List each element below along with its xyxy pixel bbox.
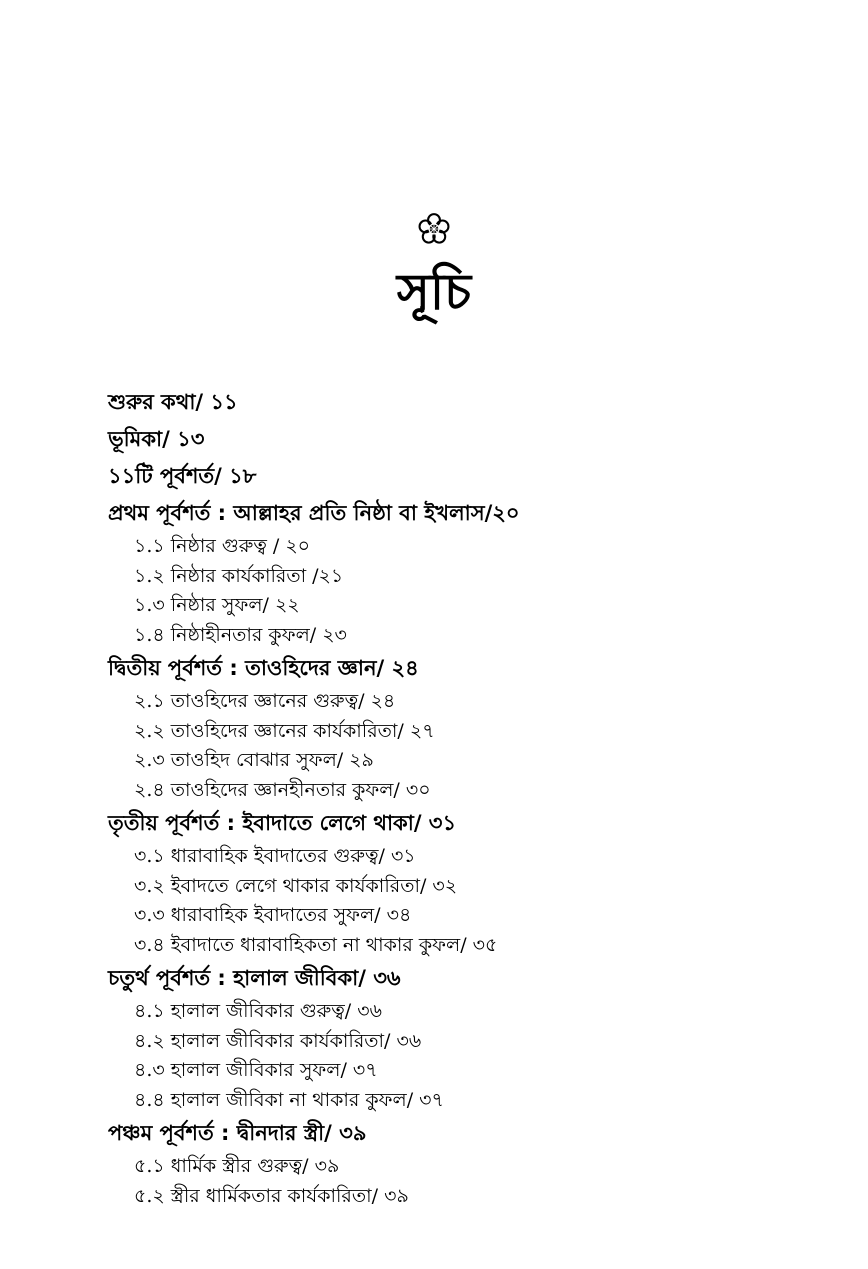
- toc-chapter-entry: পঞ্চম পূর্বশর্ত : দ্বীনদার স্ত্রী/ ৩৯: [108, 1121, 367, 1145]
- toc-section-entry: ২.১ তাওহিদের জ্ঞানের গুরুত্ব/ ২৪: [134, 690, 396, 712]
- toc-chapter-entry: দ্বিতীয় পূর্বশর্ত : তাওহিদের জ্ঞান/ ২৪: [108, 656, 419, 680]
- flower-icon: [417, 212, 451, 246]
- toc-section-entry: ৩.২ ইবাদতে লেগে থাকার কার্যকারিতা/ ৩২: [134, 874, 458, 897]
- toc-section-entry: ১.৪ নিষ্ঠাহীনতার কুফল/ ২৩: [134, 623, 347, 646]
- toc-chapter-entry: শুরুর কথা/ ১১: [108, 390, 238, 414]
- toc-section-entry: ২.৩ তাওহিদ বোঝার সুফল/ ২৯: [134, 749, 374, 771]
- toc-section-entry: ৪.১ হালাল জীবিকার গুরুত্ব/ ৩৬: [134, 1000, 382, 1022]
- toc-section-entry: ১.২ নিষ্ঠার কার্যকারিতা /২১: [134, 564, 344, 587]
- toc-section-entry: ২.৪ তাওহিদের জ্ঞানহীনতার কুফল/ ৩০: [134, 778, 431, 801]
- toc-chapter-entry: প্রথম পূর্বশর্ত : আল্লাহর প্রতি নিষ্ঠা বা ইখলাস/২০: [108, 501, 520, 525]
- toc-section-entry: ৪.২ হালাল জীবিকার কার্যকারিতা/ ৩৬: [134, 1029, 422, 1052]
- toc-section-entry: ৪.৩ হালাল জীবিকার সুফল/ ৩৭: [134, 1059, 378, 1081]
- toc-section-entry: ২.২ তাওহিদের জ্ঞানের কার্যকারিতা/ ২৭: [134, 719, 435, 742]
- toc-section-entry: ৩.১ ধারাবাহিক ইবাদাতের গুরুত্ব/ ৩১: [134, 845, 416, 867]
- page-title: সূচি: [396, 263, 472, 321]
- toc-chapter-entry: চতুর্থ পূর্বশর্ত : হালাল জীবিকা/ ৩৬: [108, 966, 401, 990]
- toc-section-entry: ৫.২ স্ত্রীর ধার্মিকতার কার্যকারিতা/ ৩৯: [134, 1184, 409, 1207]
- toc-section-entry: ৩.৩ ধারাবাহিক ইবাদাতের সুফল/ ৩৪: [134, 904, 412, 926]
- toc-chapter-entry: ভূমিকা/ ১৩: [108, 427, 205, 451]
- toc-section-entry: ৩.৪ ইবাদাতে ধারাবাহিকতা না থাকার কুফল/ ৩৫: [134, 933, 498, 956]
- toc-chapter-entry: ১১টি পূর্বশর্ত/ ১৮: [108, 464, 257, 488]
- toc-section-entry: ১.৩ নিষ্ঠার সুফল/ ২২: [134, 594, 300, 616]
- toc-section-entry: ৫.১ ধার্মিক স্ত্রীর গুরুত্ব/ ৩৯: [134, 1155, 340, 1177]
- table-of-contents: [108, 384, 828, 1211]
- toc-section-entry: ৪.৪ হালাল জীবিকা না থাকার কুফল/ ৩৭: [134, 1088, 444, 1111]
- flower-ornament: [0, 212, 868, 250]
- toc-chapter-entry: তৃতীয় পূর্বশর্ত : ইবাদাতে লেগে থাকা/ ৩১: [108, 811, 457, 835]
- toc-section-entry: ১.১ নিষ্ঠার গুরুত্ব / ২০: [134, 535, 311, 557]
